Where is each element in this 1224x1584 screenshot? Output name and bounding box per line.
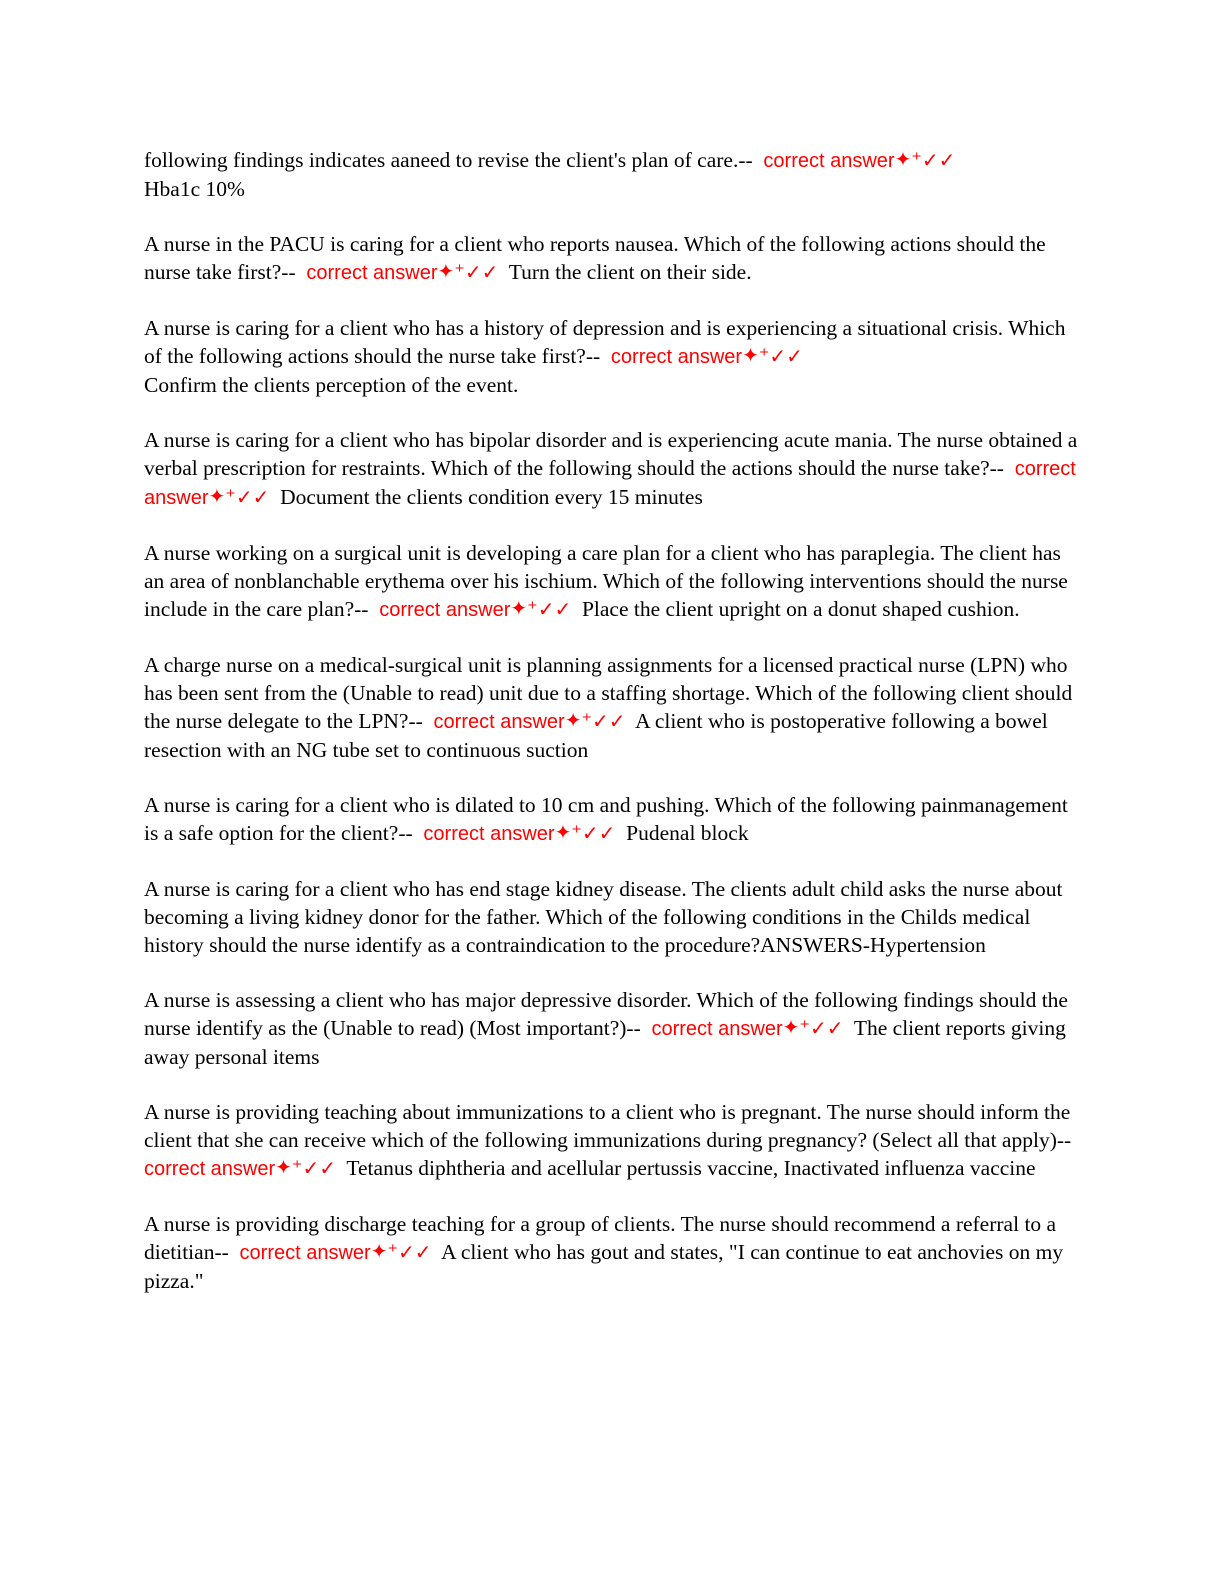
checkmark-icon: ✓✓ <box>769 344 803 368</box>
correct-answer-label: correct answer <box>144 1158 276 1180</box>
answer-text: Turn the client on their side. <box>508 260 752 284</box>
sparkle-icon: ✦⁺ <box>782 1015 810 1039</box>
question-text: A nurse working on a surgical unit is developing a care plan for a client who has paraplegia. The client has an area of nonblanchable erythema over his ischium. Which of the following interventions should the nurse include in the care plan?-- <box>144 541 1068 621</box>
correct-answer-marker <box>144 1155 336 1180</box>
qa-item <box>144 875 1084 959</box>
question-text: A nurse is assessing a client who has major depressive disorder. Which of the following findings should the nurse identify as the (Unable to read) (Most important?)-- <box>144 988 1068 1040</box>
checkmark-icon: ✓✓ <box>302 1156 336 1180</box>
answer-text: A client who has gout and states, "I can continue to eat anchovies on my pizza." <box>144 1240 1064 1293</box>
question-text: A nurse is providing discharge teaching for a group of clients. The nurse should recommend a referral to a dietitian-- <box>144 1212 1057 1264</box>
correct-answer-marker <box>379 596 572 621</box>
correct-answer-label: correct answer <box>306 262 438 284</box>
qa-item <box>144 539 1084 624</box>
answer-text: Document the clients condition every 15 minutes <box>280 485 703 509</box>
question-text: A nurse is caring for a client who is dilated to 10 cm and pushing. Which of the following painmanagement is a safe option for the client?-- <box>144 793 1068 845</box>
correct-answer-label: correct answer <box>423 823 555 845</box>
question-text: A charge nurse on a medical-surgical unit is planning assignments for a licensed practical nurse (LPN) who has been sent from the (Unable to read) unit due to a staffing shortage. Which of the following client should the nurse delegate to the LPN?-- <box>144 653 1073 733</box>
qa-item <box>144 1098 1084 1183</box>
qa-item <box>144 791 1084 848</box>
correct-answer-label: correct answer <box>239 1242 371 1264</box>
correct-answer-marker <box>651 1015 844 1040</box>
sparkle-icon: ✦⁺ <box>370 1239 399 1263</box>
correct-answer-marker <box>763 147 956 172</box>
sparkle-icon: ✦⁺ <box>554 820 582 844</box>
qa-item <box>144 986 1084 1071</box>
correct-answer-marker <box>306 259 499 284</box>
correct-answer-label: correct answer <box>763 150 895 172</box>
answer-text: The client reports giving away personal items <box>144 1016 1066 1069</box>
checkmark-icon: ✓✓ <box>581 821 616 845</box>
correct-answer-marker <box>239 1239 432 1264</box>
correct-answer-marker <box>610 343 803 368</box>
question-text: A nurse is providing teaching about immunizations to a client who is pregnant. The nurse should inform the client that she can receive which of the following immunizations during pregnancy? (Select all that apply)-- <box>144 1100 1072 1152</box>
answer-text: Hba1c 10% <box>144 177 245 201</box>
correct-answer-label: correct answer <box>651 1018 783 1040</box>
correct-answer-label: correct answer <box>144 458 1076 509</box>
sparkle-icon: ✦⁺ <box>564 708 593 732</box>
checkmark-icon: ✓✓ <box>235 485 270 509</box>
sparkle-icon: ✦⁺ <box>510 596 538 620</box>
sparkle-icon: ✦⁺ <box>742 343 770 367</box>
sparkle-icon: ✦⁺ <box>894 147 922 171</box>
answer-text: A client who is postoperative following a bowel resection with an NG tube set to continuous suction <box>144 709 1048 762</box>
qa-item <box>144 230 1084 287</box>
question-text: following findings indicates aaneed to revise the client's plan of care.-- <box>144 148 753 172</box>
question-text: A nurse is caring for a client who has a history of depression and is experiencing a situational crisis. Which of the following actions should the nurse take first?-- <box>144 316 1066 368</box>
question-text: A nurse in the PACU is caring for a client who reports nausea. Which of the following actions should the nurse take first?-- <box>144 232 1046 284</box>
answer-text: Pudenal block <box>626 821 749 845</box>
checkmark-icon: ✓✓ <box>398 1240 432 1264</box>
checkmark-icon: ✓✓ <box>809 1016 844 1040</box>
qa-item <box>144 651 1084 764</box>
question-text: A nurse is caring for a client who has bipolar disorder and is experiencing acute mania. The nurse obtained a verbal prescription for restraints. Which of the following should the actions should the nurse take?-- <box>144 428 1078 480</box>
qa-item <box>144 314 1084 399</box>
correct-answer-marker <box>423 820 616 845</box>
correct-answer-label: correct answer <box>433 711 565 733</box>
answer-text: Tetanus diphtheria and acellular pertussis vaccine, Inactivated influenza vaccine <box>346 1156 1036 1180</box>
sparkle-icon: ✦⁺ <box>437 259 465 283</box>
correct-answer-label: correct answer <box>610 346 743 368</box>
question-text: A nurse is caring for a client who has end stage kidney disease. The clients adult child asks the nurse about becoming a living kidney donor for the father. Which of the following conditions in the Childs medical history should the nurse identify as a contraindication to the procedure?ANSWERS-Hypertension <box>144 877 1063 957</box>
correct-answer-marker <box>433 708 626 733</box>
checkmark-icon: ✓✓ <box>537 597 572 621</box>
qa-item <box>144 426 1084 512</box>
checkmark-icon: ✓✓ <box>464 260 499 284</box>
correct-answer-label: correct answer <box>379 599 511 621</box>
sparkle-icon: ✦⁺ <box>208 484 236 508</box>
qa-item <box>144 1210 1084 1295</box>
checkmark-icon: ✓✓ <box>921 148 956 172</box>
answer-text: Confirm the clients perception of the event. <box>144 373 519 397</box>
sparkle-icon: ✦⁺ <box>275 1155 303 1179</box>
checkmark-icon: ✓✓ <box>592 709 626 733</box>
qa-item <box>144 146 1084 203</box>
answer-text: Place the client upright on a donut shaped cushion. <box>581 597 1020 621</box>
document-page <box>144 146 1084 1322</box>
